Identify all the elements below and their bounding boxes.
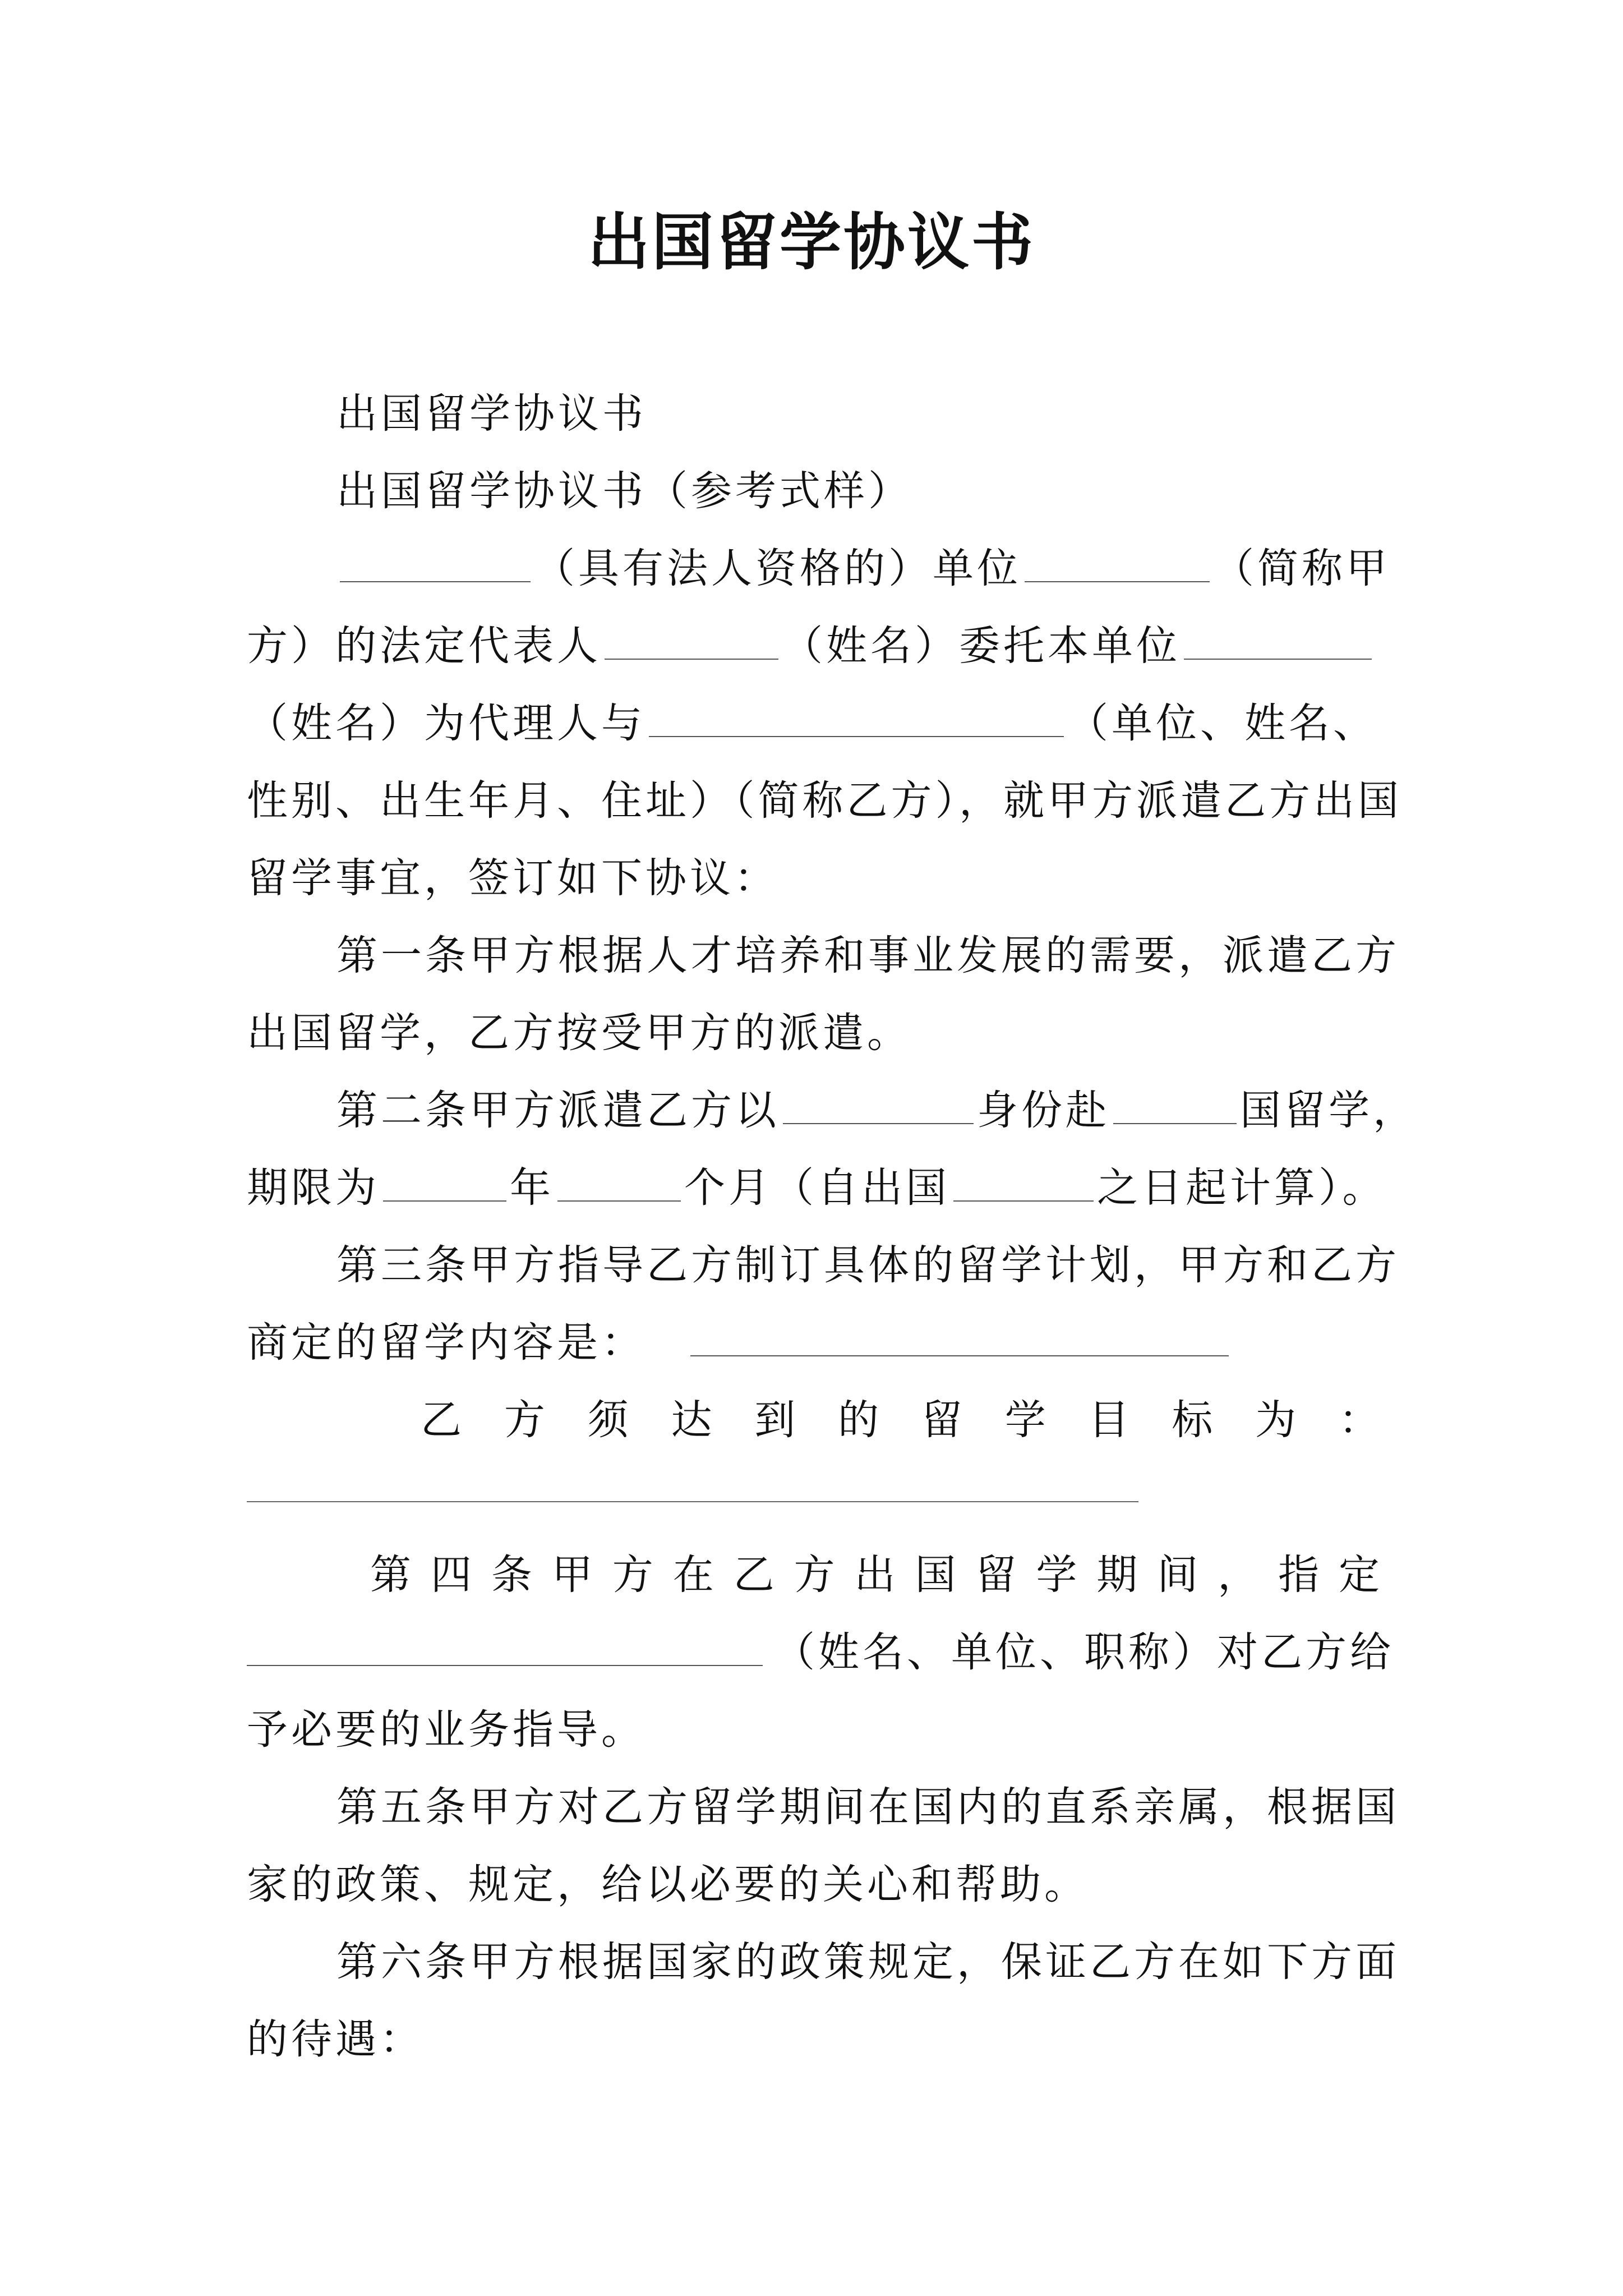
document-title: 出国留学协议书: [588, 206, 1035, 278]
country-blank: [1113, 1088, 1237, 1124]
article-char: 第: [370, 1551, 411, 1599]
goal-char: 目: [1088, 1396, 1129, 1444]
article-text: 第二条甲方派遣乙方以: [336, 1087, 780, 1134]
preamble-line-1: [336, 541, 1391, 597]
article-6-line-2: 的待遇：: [247, 2016, 424, 2063]
preamble-line-2: [247, 618, 1391, 674]
goal-char: 达: [671, 1396, 712, 1444]
article-char: 定: [1339, 1551, 1380, 1599]
study-goal-blank: [247, 1501, 1138, 1502]
article-1-line-1: 第一条甲方根据人才培养和事业发展的需要，派遣乙方: [336, 932, 1400, 979]
agent-blank: [1184, 624, 1372, 660]
preamble-text: （简称甲: [1213, 545, 1390, 592]
article-char: 出: [854, 1551, 896, 1599]
article-1-line-2: 出国留学，乙方按受甲方的派遣。: [247, 1009, 911, 1057]
preamble-line-4: 性别、出生年月、住址）（简称乙方），就甲方派遣乙方出国: [247, 777, 1402, 825]
goal-char: ：: [1338, 1396, 1380, 1444]
unit-blank: [340, 546, 531, 582]
goal-char: 留: [921, 1396, 962, 1444]
goal-char: 到: [754, 1396, 796, 1444]
article-5-line-2: 家的政策、规定，给以必要的关心和帮助。: [247, 1861, 1089, 1908]
goal-char: 学: [1004, 1396, 1046, 1444]
article-4-line-2: [247, 1625, 1394, 1681]
article-text: 商定的留学内容是：: [247, 1319, 645, 1366]
article-char: 甲: [551, 1551, 593, 1599]
party-b-blank: [649, 701, 1064, 737]
article-char: 条: [491, 1551, 532, 1599]
article-char: 学: [1036, 1551, 1077, 1599]
article-text: 国留学，: [1240, 1087, 1417, 1134]
preamble-line-5: 留学事宜，签订如下协议：: [247, 854, 778, 902]
heading-repeat: 出国留学协议书: [336, 390, 647, 438]
goal-char: 乙: [421, 1396, 462, 1444]
preamble-line-3: [247, 696, 1391, 752]
subheading: 出国留学协议书（参考式样）: [336, 467, 912, 515]
article-6-line-1: 第六条甲方根据国家的政策规定，保证乙方在如下方面: [336, 1938, 1400, 1986]
article-char: 乙: [733, 1551, 774, 1599]
article-char: ，: [1218, 1551, 1259, 1599]
article-char: 留: [975, 1551, 1017, 1599]
article-4-line-3: 予必要的业务指导。: [247, 1706, 645, 1754]
study-content-blank: [690, 1320, 1229, 1356]
article-3-line-1: 第三条甲方指导乙方制订具体的留学计划，甲方和乙方: [336, 1241, 1400, 1289]
article-char: 在: [672, 1551, 714, 1599]
article-char: 方: [794, 1551, 835, 1599]
goal-char: 方: [504, 1396, 545, 1444]
preamble-text: 方）的法定代表人: [247, 622, 601, 670]
article-3-goal-line: [421, 1392, 1380, 1448]
goal-char: 须: [587, 1396, 629, 1444]
article-3-line-2: [247, 1315, 1391, 1371]
article-text: 身份赴: [977, 1087, 1110, 1134]
article-char: 四: [430, 1551, 472, 1599]
legal-rep-blank: [605, 624, 778, 660]
preamble-text: （姓名）为代理人与: [247, 700, 645, 747]
preamble-text: （姓名）委托本单位: [782, 622, 1181, 670]
goal-char: 为: [1255, 1396, 1297, 1444]
article-2-line-2: [247, 1160, 1391, 1216]
preamble-text: （单位、姓名、: [1067, 700, 1377, 747]
article-text: 个月（自出国: [684, 1164, 950, 1212]
article-4-line-1: [370, 1547, 1380, 1603]
article-char: 间: [1157, 1551, 1198, 1599]
article-text: 期限为: [247, 1164, 380, 1212]
advisor-blank: [247, 1630, 763, 1666]
goal-char: 标: [1172, 1396, 1213, 1444]
article-2-line-1: [336, 1083, 1417, 1139]
departure-date-blank: [953, 1166, 1094, 1202]
years-blank: [383, 1166, 506, 1202]
article-text: 年: [510, 1164, 554, 1212]
article-text: （姓名、单位、职称）对乙方给: [774, 1628, 1394, 1676]
article-char: 方: [612, 1551, 653, 1599]
article-char: 期: [1096, 1551, 1138, 1599]
article-5-line-1: 第五条甲方对乙方留学期间在国内的直系亲属，根据国: [336, 1783, 1400, 1831]
months-blank: [557, 1166, 681, 1202]
identity-blank: [783, 1088, 974, 1124]
goal-char: 的: [838, 1396, 879, 1444]
article-char: 国: [915, 1551, 956, 1599]
preamble-text: （具有法人资格的）单位: [534, 545, 1021, 592]
article-text: 之日起计算）。: [1097, 1164, 1387, 1212]
unit-name-blank: [1025, 546, 1210, 582]
article-char: 指: [1278, 1551, 1320, 1599]
